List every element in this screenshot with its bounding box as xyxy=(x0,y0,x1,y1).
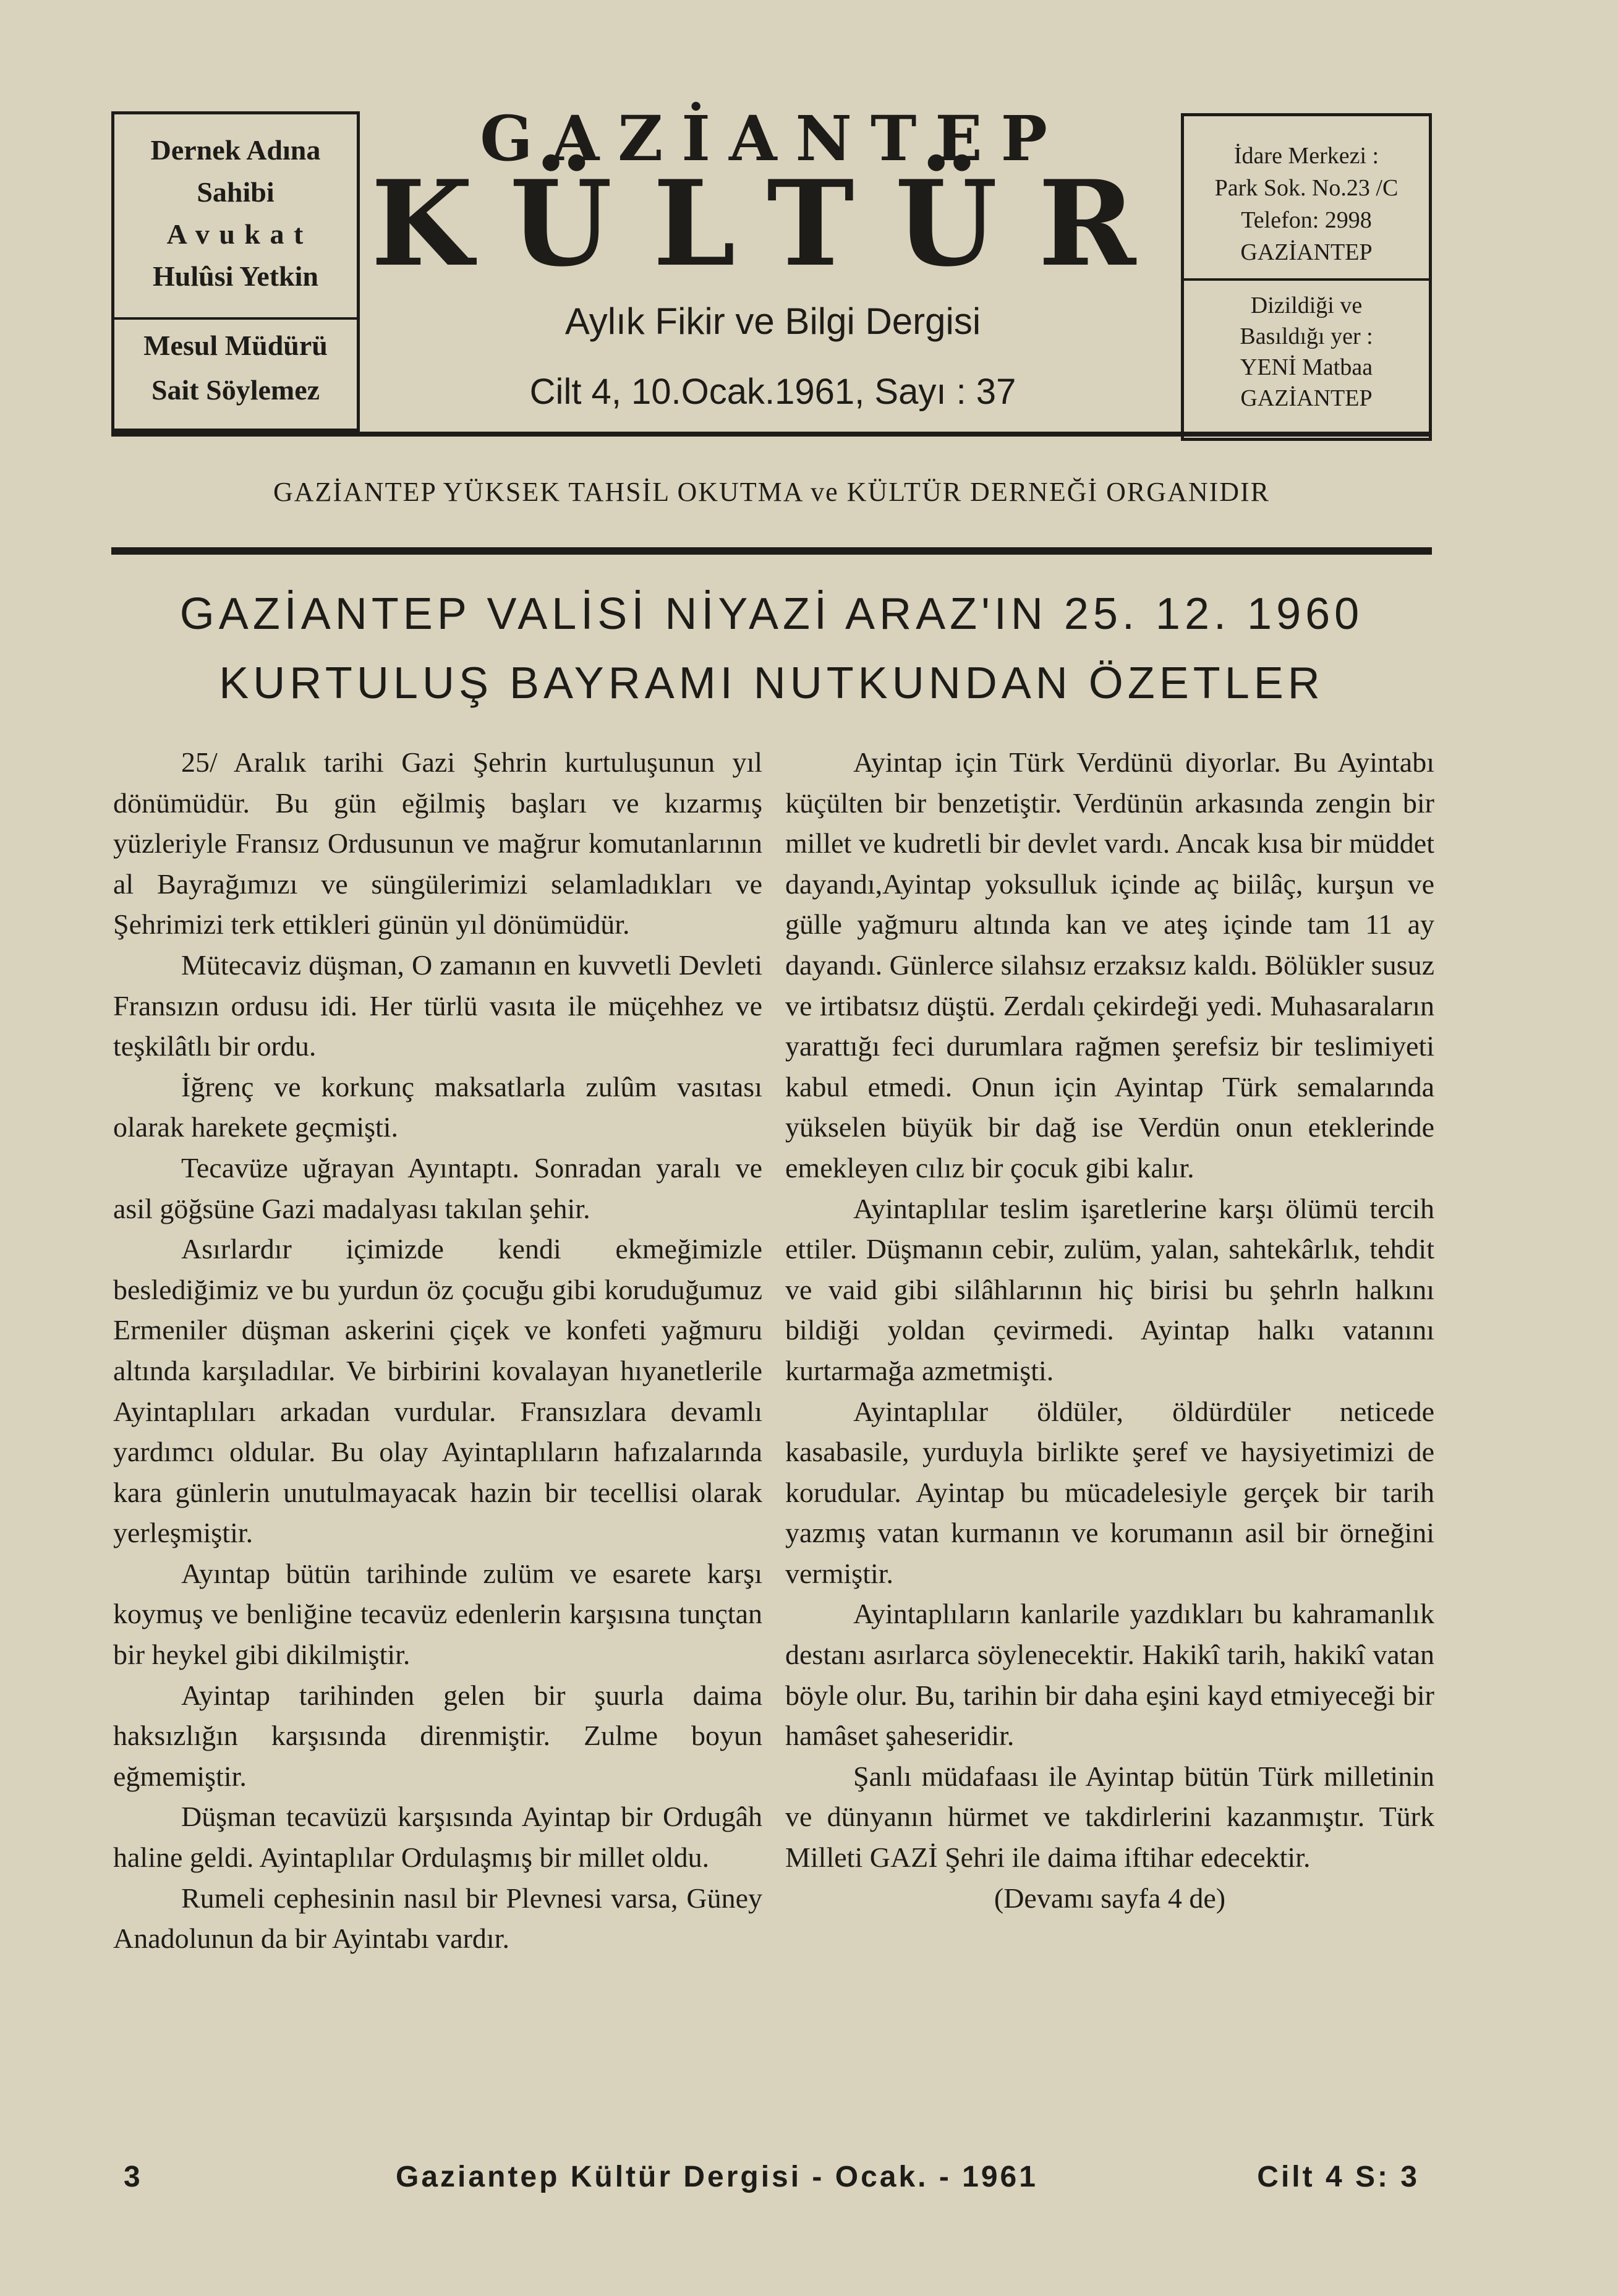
paragraph: Mütecaviz düşman, O zamanın en kuvvetli Devleti Fransızın ordusu idi. Her türlü vasıta ile müçehhez ve teşkilâtlı bir ordu. xyxy=(113,949,762,1062)
paragraph: 25/ Aralık tarihi Gazi Şehrin kurtuluşunun yıl dönümüdür. Bu gün eğilmiş başları ve kızarmış yüzleriyle Fransız Ordusunun ve mağrur komutanlarının al Bayrağımızı ve süngülerimizi selamladıkları ve Şehrimizi terk ettikleri günün yıl dönümüdür. xyxy=(113,746,762,941)
divider xyxy=(1184,278,1429,281)
printer-city: GAZİANTEP xyxy=(1240,385,1373,411)
paragraph: Tecavüze uğrayan Ayıntaptı. Sonradan yaralı ve asil göğsüne Gazi madalyası takılan şehir. xyxy=(113,1151,762,1224)
header-rule-thick xyxy=(111,547,1432,555)
paragraph: Düşman tecavüzü karşısında Ayintap bir Ordugâh haline geldi. Ayintaplılar Ordulaşmış bir millet oldu. xyxy=(113,1801,762,1874)
paragraph: Ayintaplılar teslim işaretlerine karşı ölümü tercih ettiler. Düşmanın cebir, zulüm, yalan, sahtekârlık, tehdit ve vaid gibi silâhlarının hiç birisi bu şehrln halkını bildiği yoldan çevirmedi. Ayintap halkı vatanını kurtarmağa azmetmişti. xyxy=(785,1192,1434,1386)
printer-name: YENİ Matbaa xyxy=(1240,354,1373,380)
publisher-info-box xyxy=(111,111,360,432)
header-rule xyxy=(111,432,1432,437)
paragraph: Asırlardır içimizde kendi ekmeğimizle beslediğimiz ve bu yurdun öz çocuğu gibi koruduğumuz Ermeniler düşman askerini çiçek ve konfeti yağmuru altında karşıladılar. Ve birbirini kovalayan hıyanetlerile Ayintaplıları arkadan vurdular. Fransızlara devamlı yardımcı oldular. Bu olay Ayintaplıların hafızalarında kara günlerin unutulmayacak hazin bir tecellisi olarak yerleşmiştir. xyxy=(113,1233,762,1549)
headline-line-1: GAZİANTEP VALİSİ NİYAZİ ARAZ'IN 25. 12. 1960 xyxy=(179,589,1364,639)
masthead-title: KÜLTÜR xyxy=(371,155,1177,292)
printer-line: Basıldığı yer : xyxy=(1240,323,1373,349)
paragraph: Ayintaplıların kanlarile yazdıkları bu kahramanlık destanı asırlarca söylenecektir. Hakikî tarih, hakikî vatan böyle olur. Bu, tarihin bir daha eşini kayd etmiyeceği bir hamâset şaheseridir. xyxy=(785,1598,1434,1752)
paragraph: Ayıntap bütün tarihinde zulüm ve esarete karşı koymuş ve benliğine tecavüz edenlerin karşısına tunçtan bir heykel gibi dikilmiştir. xyxy=(113,1557,762,1671)
page-number: 3 xyxy=(124,2161,143,2193)
publisher-line: Sahibi xyxy=(197,176,275,208)
office-info-box xyxy=(1181,113,1432,441)
masthead-subtitle: Aylık Fikir ve Bilgi Dergisi xyxy=(564,301,981,342)
footer-publication: Gaziantep Kültür Dergisi - Ocak. - 1961 xyxy=(396,2161,1038,2193)
issue-info: Cilt 4, 10.Ocak.1961, Sayı : 37 xyxy=(529,372,1016,412)
editor-name: Sait Söylemez xyxy=(151,374,320,406)
organ-statement: GAZİANTEP YÜKSEK TAHSİL OKUTMA ve KÜLTÜR DERNEĞİ ORGANIDIR xyxy=(273,477,1271,507)
paragraph: Rumeli cephesinin nasıl bir Plevnesi varsa, Güney Anadolunun da bir Ayintabı vardır. xyxy=(113,1882,762,1955)
office-line: İdare Merkezi : xyxy=(1233,143,1379,169)
continued-note: (Devamı sayfa 4 de) xyxy=(994,1882,1226,1914)
paragraph: Ayintaplılar öldüler, öldürdüler neticede kasabasile, yurduyla birlikte şeref ve haysiyetimizi de korudular. Ayintap bu mücadelesiyle gerçek bir tarih yazmış vatan kurmanın ve korumanın asil bir örneğini vermiştir. xyxy=(785,1395,1434,1589)
masthead-city: GAZİANTEP xyxy=(480,102,1066,175)
office-address: Park Sok. No.23 /C xyxy=(1214,175,1399,201)
office-city: GAZİANTEP xyxy=(1240,239,1373,265)
paragraph: Ayintap tarihinden gelen bir şuurla daima haksızlığın karşısında direnmiştir. Zulme boyun eğmemiştir. xyxy=(113,1679,762,1792)
paragraph: Ayintap için Türk Verdünü diyorlar. Bu Ayintabı küçülten bir benzetiştir. Verdünün arkasında zengin bir millet ve kudretli bir devlet vardı. Ancak kısa bir müddet dayandı,Ayintap yoksulluk içinde aç biilâç, kurşun ve gülle yağmuru altında kan ve ateş içinde tam 11 ay dayandı. Günlerce silahsız erzaksız kaldı. Bölükler susuz ve irtibatsız düştü. Zerdalı çekirdeği yedi. Muhasaraların yarattığı feci durumlara rağmen şerefsiz bir teslimiyeti kabul etmedi. Onun için Ayintap Türk semalarında yükselen büyük bir dağ ise Verdün onun eteklerinde emekleyen cılız bir çocuk gibi kalır. xyxy=(785,746,1435,1184)
article-column-right xyxy=(785,742,1434,1918)
publisher-line: Dernek Adına xyxy=(150,134,321,166)
article-column-left xyxy=(113,742,762,1959)
publisher-name: Hulûsi Yetkin xyxy=(152,260,318,292)
paragraph: İğrenç ve korkunç maksatlarla zulûm vasıtası olarak harekete geçmişti. xyxy=(113,1070,762,1143)
publisher-line: A v u k a t xyxy=(166,218,305,250)
paragraph: Şanlı müdafaası ile Ayintap bütün Türk milletinin ve dünyanın hürmet ve takdirlerini kazanmıştır. Türk Milleti GAZİ Şehri ile daima iftihar edecektir. xyxy=(785,1760,1434,1874)
printer-line: Dizildiği ve xyxy=(1250,292,1363,318)
editor-title: Mesul Müdürü xyxy=(143,330,328,361)
office-phone: Telefon: 2998 xyxy=(1241,207,1372,233)
footer-volume: Cilt 4 S: 3 xyxy=(1257,2161,1420,2193)
headline-line-2: KURTULUŞ BAYRAMI NUTKUNDAN ÖZETLER xyxy=(219,659,1324,708)
divider xyxy=(114,317,357,320)
